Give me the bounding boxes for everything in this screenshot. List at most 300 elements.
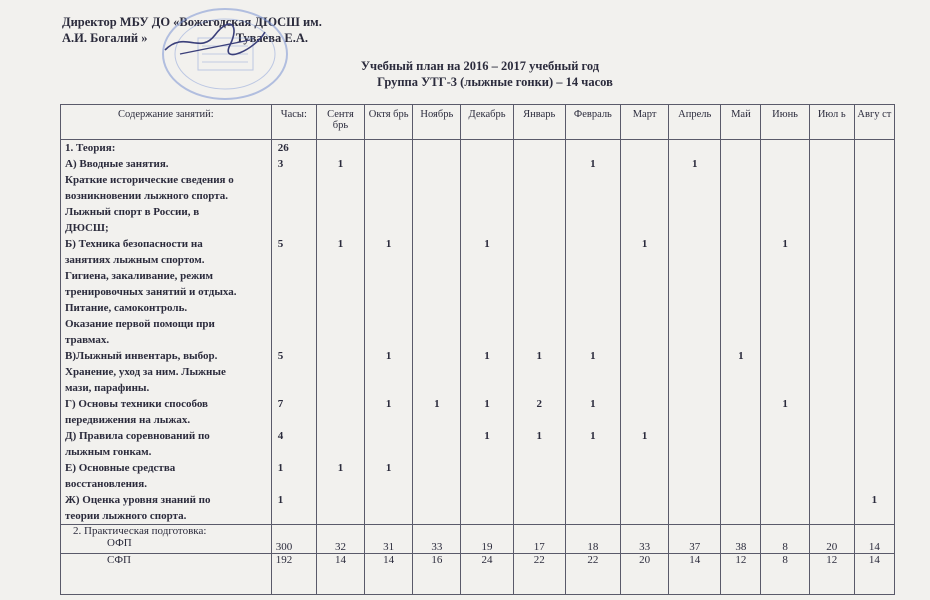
header-month: Сентя брь bbox=[316, 105, 364, 140]
month-value bbox=[761, 284, 808, 300]
month-value bbox=[365, 316, 412, 332]
month-value bbox=[721, 396, 760, 412]
month-value bbox=[855, 300, 894, 316]
month-value bbox=[514, 476, 565, 492]
month-value bbox=[461, 364, 512, 380]
theory-month-cell bbox=[461, 140, 513, 525]
month-value: 1 bbox=[385, 238, 392, 250]
sfp-month-value: 22 bbox=[565, 554, 620, 595]
month-value: 1 bbox=[337, 238, 344, 250]
month-value bbox=[810, 140, 854, 156]
month-value bbox=[317, 508, 364, 524]
month-value: 1 bbox=[484, 398, 490, 410]
title-line-1: Учебный план на 2016 – 2017 учебный год bbox=[360, 59, 600, 73]
month-value bbox=[721, 252, 760, 268]
month-value bbox=[461, 444, 512, 460]
month-value bbox=[413, 156, 460, 172]
theory-month-cell bbox=[761, 140, 809, 525]
month-value bbox=[855, 252, 894, 268]
hours-value bbox=[272, 284, 316, 300]
month-value bbox=[761, 476, 808, 492]
month-value bbox=[621, 476, 668, 492]
month-value bbox=[413, 204, 460, 220]
month-value bbox=[365, 428, 412, 444]
month-value bbox=[669, 476, 720, 492]
topic-line: Б) Техника безопасности на bbox=[65, 238, 203, 250]
header-month: Февраль bbox=[565, 105, 620, 140]
month-value bbox=[566, 460, 620, 476]
month-value bbox=[566, 444, 620, 460]
month-value bbox=[317, 380, 364, 396]
month-value bbox=[855, 348, 894, 364]
month-value bbox=[317, 252, 364, 268]
sfp-month-value: 20 bbox=[620, 554, 668, 595]
month-value bbox=[761, 444, 808, 460]
month-value bbox=[761, 140, 808, 156]
month-value bbox=[317, 172, 364, 188]
month-value: 1 bbox=[590, 158, 596, 170]
header-month: Октя брь bbox=[365, 105, 413, 140]
month-value bbox=[317, 396, 364, 412]
header-month: Авгу ст bbox=[854, 105, 894, 140]
hours-value bbox=[272, 204, 316, 220]
month-value bbox=[317, 268, 364, 284]
month-value bbox=[461, 476, 512, 492]
month-value bbox=[514, 188, 565, 204]
table-header-row bbox=[61, 105, 895, 140]
header-hours: Часы: bbox=[271, 105, 316, 140]
sfp-month-value: 14 bbox=[854, 554, 894, 595]
month-value bbox=[761, 492, 808, 508]
month-value bbox=[413, 236, 460, 252]
month-value bbox=[810, 220, 854, 236]
month-value bbox=[810, 444, 854, 460]
month-value bbox=[514, 268, 565, 284]
month-value bbox=[810, 492, 854, 508]
month-value: 1 bbox=[337, 158, 344, 170]
month-value bbox=[669, 412, 720, 428]
month-value bbox=[461, 460, 512, 476]
month-value bbox=[566, 220, 620, 236]
month-value bbox=[761, 508, 808, 524]
month-value bbox=[761, 204, 808, 220]
month-value bbox=[413, 140, 460, 156]
month-value bbox=[461, 204, 512, 220]
month-value bbox=[413, 316, 460, 332]
month-value bbox=[669, 492, 720, 508]
month-value bbox=[721, 172, 760, 188]
theory-month-cell bbox=[565, 140, 620, 525]
month-value bbox=[810, 316, 854, 332]
month-value bbox=[514, 332, 565, 348]
month-value bbox=[566, 268, 620, 284]
month-value bbox=[621, 156, 668, 172]
topic-line: Оказание первой помощи при bbox=[65, 318, 215, 330]
month-value bbox=[365, 444, 412, 460]
month-value bbox=[461, 140, 512, 156]
month-value bbox=[810, 268, 854, 284]
hours-value bbox=[272, 220, 316, 236]
month-value: 1 bbox=[871, 494, 878, 506]
month-value bbox=[761, 348, 808, 364]
month-value bbox=[669, 204, 720, 220]
month-value bbox=[566, 284, 620, 300]
theory-month-cell bbox=[365, 140, 413, 525]
month-value bbox=[514, 300, 565, 316]
month-value: 1 bbox=[782, 398, 788, 410]
month-value: 1 bbox=[385, 462, 392, 474]
topic-line: Ж) Оценка уровня знаний по bbox=[65, 494, 211, 506]
month-value bbox=[566, 300, 620, 316]
month-value bbox=[669, 508, 720, 524]
month-value bbox=[761, 460, 808, 476]
month-value bbox=[413, 476, 460, 492]
month-value bbox=[461, 252, 512, 268]
topic-line: Гигиена, закаливание, режим bbox=[65, 270, 213, 282]
month-value bbox=[810, 236, 854, 252]
month-value bbox=[669, 348, 720, 364]
month-value bbox=[855, 284, 894, 300]
header-month: Апрель bbox=[669, 105, 721, 140]
month-value bbox=[514, 140, 565, 156]
month-value bbox=[855, 140, 894, 156]
month-value bbox=[413, 492, 460, 508]
month-value bbox=[461, 188, 512, 204]
month-value bbox=[621, 284, 668, 300]
month-value bbox=[621, 492, 668, 508]
month-value bbox=[461, 300, 512, 316]
topic-line: Г) Основы техники способов bbox=[65, 398, 208, 410]
month-value bbox=[365, 508, 412, 524]
theory-month-cell bbox=[809, 140, 854, 525]
month-value bbox=[810, 396, 854, 412]
hours-value: 4 bbox=[277, 430, 284, 442]
theory-month-cell bbox=[413, 140, 461, 525]
ofp-month-value: 33 bbox=[620, 525, 668, 554]
theory-month-cell bbox=[721, 140, 761, 525]
month-value bbox=[669, 220, 720, 236]
month-value bbox=[855, 236, 894, 252]
month-value bbox=[461, 316, 512, 332]
month-value bbox=[365, 300, 412, 316]
month-value bbox=[669, 140, 720, 156]
month-value bbox=[810, 204, 854, 220]
month-value bbox=[855, 156, 894, 172]
month-value bbox=[621, 300, 668, 316]
month-value bbox=[365, 188, 412, 204]
month-value bbox=[413, 428, 460, 444]
month-value bbox=[721, 428, 760, 444]
director-org: А.И. Богалий » bbox=[62, 31, 148, 45]
month-value bbox=[810, 380, 854, 396]
ofp-month-value: 31 bbox=[365, 525, 413, 554]
sfp-month-value: 14 bbox=[316, 554, 364, 595]
month-value bbox=[721, 412, 760, 428]
month-value bbox=[721, 140, 760, 156]
month-value bbox=[761, 156, 808, 172]
month-value bbox=[317, 316, 364, 332]
month-value bbox=[566, 316, 620, 332]
month-value bbox=[317, 428, 364, 444]
ofp-month-value: 38 bbox=[721, 525, 761, 554]
month-value bbox=[669, 188, 720, 204]
topic-line: лыжным гонкам. bbox=[65, 446, 152, 458]
month-value bbox=[721, 476, 760, 492]
month-value bbox=[810, 172, 854, 188]
hours-value bbox=[272, 444, 316, 460]
ofp-month-value: 8 bbox=[761, 525, 809, 554]
month-value bbox=[317, 476, 364, 492]
month-value bbox=[669, 460, 720, 476]
month-value bbox=[566, 172, 620, 188]
month-value bbox=[566, 380, 620, 396]
month-value bbox=[621, 204, 668, 220]
month-value bbox=[621, 188, 668, 204]
sfp-month-value: 22 bbox=[513, 554, 565, 595]
month-value bbox=[810, 460, 854, 476]
topic-line: возникновении лыжного спорта. bbox=[65, 190, 228, 202]
month-value bbox=[566, 140, 620, 156]
month-value bbox=[566, 508, 620, 524]
month-value bbox=[365, 140, 412, 156]
month-value bbox=[855, 508, 894, 524]
month-value bbox=[514, 204, 565, 220]
month-value bbox=[413, 172, 460, 188]
month-value bbox=[365, 412, 412, 428]
ofp-month-value: 18 bbox=[565, 525, 620, 554]
month-value bbox=[669, 316, 720, 332]
month-value bbox=[721, 508, 760, 524]
month-value bbox=[721, 300, 760, 316]
signature bbox=[160, 20, 270, 60]
month-value bbox=[317, 204, 364, 220]
month-value bbox=[514, 316, 565, 332]
month-value bbox=[317, 364, 364, 380]
theory-month-cell bbox=[854, 140, 894, 525]
hours-value: 3 bbox=[277, 158, 284, 170]
month-value bbox=[461, 172, 512, 188]
month-value bbox=[721, 316, 760, 332]
month-value bbox=[721, 364, 760, 380]
month-value bbox=[721, 188, 760, 204]
month-value: 1 bbox=[590, 430, 596, 442]
ofp-month-value: 37 bbox=[669, 525, 721, 554]
month-value bbox=[413, 380, 460, 396]
month-value bbox=[855, 428, 894, 444]
month-value: 1 bbox=[337, 462, 344, 474]
month-value bbox=[761, 316, 808, 332]
hours-value bbox=[272, 332, 316, 348]
month-value bbox=[621, 364, 668, 380]
month-value bbox=[810, 188, 854, 204]
month-value bbox=[365, 380, 412, 396]
month-value bbox=[566, 188, 620, 204]
hours-value bbox=[272, 300, 316, 316]
month-value bbox=[365, 332, 412, 348]
month-value bbox=[855, 364, 894, 380]
ofp-month-value: 33 bbox=[413, 525, 461, 554]
month-value bbox=[413, 460, 460, 476]
ofp-month-value: 19 bbox=[461, 525, 513, 554]
theory-month-cell bbox=[316, 140, 364, 525]
topic-line: тренировочных занятий и отдыха. bbox=[65, 286, 237, 298]
month-value bbox=[461, 412, 512, 428]
topic-line: травмах. bbox=[65, 334, 110, 346]
month-value bbox=[721, 332, 760, 348]
ofp-month-value: 32 bbox=[316, 525, 364, 554]
sfp-month-value: 14 bbox=[669, 554, 721, 595]
month-value bbox=[461, 332, 512, 348]
month-value bbox=[721, 236, 760, 252]
header-month: Март bbox=[620, 105, 668, 140]
hours-value bbox=[272, 188, 316, 204]
month-value bbox=[365, 156, 412, 172]
month-value bbox=[855, 460, 894, 476]
month-value bbox=[621, 396, 668, 412]
theory-month-cell bbox=[669, 140, 721, 525]
month-value bbox=[461, 220, 512, 236]
month-value bbox=[721, 444, 760, 460]
sfp-hours: 192 bbox=[271, 554, 316, 595]
month-value: 1 bbox=[484, 350, 490, 362]
month-value bbox=[365, 364, 412, 380]
month-value bbox=[365, 284, 412, 300]
month-value bbox=[566, 332, 620, 348]
month-value bbox=[721, 156, 760, 172]
month-value bbox=[566, 492, 620, 508]
header-month: Декабрь bbox=[461, 105, 513, 140]
month-value bbox=[566, 412, 620, 428]
month-value: 1 bbox=[536, 350, 542, 362]
month-value bbox=[461, 284, 512, 300]
month-value bbox=[317, 220, 364, 236]
hours-value bbox=[272, 268, 316, 284]
hours-value bbox=[272, 508, 316, 524]
month-value bbox=[317, 348, 364, 364]
theory-row bbox=[61, 140, 895, 525]
month-value bbox=[621, 252, 668, 268]
month-value: 2 bbox=[536, 398, 542, 410]
topic-line: 1. Теория: bbox=[65, 142, 116, 154]
month-value bbox=[721, 380, 760, 396]
month-value bbox=[413, 364, 460, 380]
month-value bbox=[365, 268, 412, 284]
hours-value: 7 bbox=[277, 398, 284, 410]
month-value: 1 bbox=[385, 350, 392, 362]
month-value bbox=[514, 364, 565, 380]
month-value bbox=[761, 252, 808, 268]
month-value bbox=[413, 332, 460, 348]
month-value bbox=[721, 284, 760, 300]
hours-value bbox=[272, 380, 316, 396]
month-value bbox=[514, 172, 565, 188]
month-value bbox=[566, 364, 620, 380]
hours-value: 5 bbox=[277, 238, 284, 250]
sfp-month-value: 12 bbox=[721, 554, 761, 595]
header-month: Июл ь bbox=[809, 105, 854, 140]
month-value bbox=[855, 188, 894, 204]
month-value bbox=[514, 492, 565, 508]
month-value bbox=[669, 252, 720, 268]
month-value: 1 bbox=[434, 398, 440, 410]
month-value bbox=[761, 300, 808, 316]
month-value bbox=[566, 204, 620, 220]
month-value bbox=[621, 460, 668, 476]
month-value: 1 bbox=[484, 238, 490, 250]
month-value bbox=[621, 316, 668, 332]
practice-title: 2. Практическая подготовка: ОФП bbox=[61, 525, 272, 554]
month-value bbox=[761, 364, 808, 380]
plan-title bbox=[0, 58, 930, 90]
sfp-month-value: 14 bbox=[365, 554, 413, 595]
month-value bbox=[317, 140, 364, 156]
month-value bbox=[365, 252, 412, 268]
header-month: Июнь bbox=[761, 105, 809, 140]
month-value bbox=[810, 332, 854, 348]
month-value bbox=[810, 348, 854, 364]
header-content: Содержание занятий: bbox=[61, 105, 272, 140]
month-value bbox=[855, 380, 894, 396]
month-value bbox=[514, 252, 565, 268]
month-value bbox=[621, 412, 668, 428]
month-value bbox=[514, 284, 565, 300]
sfp-month-value: 8 bbox=[761, 554, 809, 595]
month-value bbox=[514, 444, 565, 460]
sfp-month-value: 16 bbox=[413, 554, 461, 595]
month-value bbox=[810, 476, 854, 492]
ofp-label: ОФП bbox=[107, 537, 132, 549]
month-value bbox=[810, 300, 854, 316]
month-value bbox=[413, 268, 460, 284]
topic-line: Д) Правила соревнований по bbox=[65, 430, 210, 442]
month-value bbox=[514, 380, 565, 396]
title-line-2: Группа УТГ-3 (лыжные гонки) – 14 часов bbox=[377, 75, 613, 89]
month-value bbox=[810, 252, 854, 268]
month-value bbox=[761, 380, 808, 396]
topic-line: занятиях лыжным спортом. bbox=[65, 254, 205, 266]
month-value bbox=[669, 284, 720, 300]
month-value bbox=[855, 220, 894, 236]
month-value bbox=[413, 188, 460, 204]
month-value bbox=[761, 428, 808, 444]
sfp-month-value: 24 bbox=[461, 554, 513, 595]
month-value: 1 bbox=[738, 350, 744, 362]
month-value bbox=[761, 412, 808, 428]
month-value bbox=[669, 364, 720, 380]
month-value bbox=[317, 444, 364, 460]
director-name: Туваева Е.А. bbox=[235, 31, 308, 45]
month-value bbox=[810, 284, 854, 300]
month-value bbox=[413, 252, 460, 268]
month-value bbox=[621, 380, 668, 396]
director-line-1: Директор МБУ ДО «Вожегодская ДЮСШ им. bbox=[62, 15, 322, 29]
topic-line: Е) Основные средства bbox=[65, 462, 176, 474]
theory-hours bbox=[271, 140, 316, 525]
month-value bbox=[621, 508, 668, 524]
month-value bbox=[621, 348, 668, 364]
month-value bbox=[365, 476, 412, 492]
month-value bbox=[855, 332, 894, 348]
month-value bbox=[621, 220, 668, 236]
theory-topics bbox=[61, 140, 272, 525]
topic-line: восстановления. bbox=[65, 478, 147, 490]
month-value bbox=[621, 444, 668, 460]
month-value bbox=[365, 492, 412, 508]
month-value: 1 bbox=[692, 158, 698, 170]
theory-month-cell bbox=[620, 140, 668, 525]
hours-value bbox=[272, 364, 316, 380]
month-value bbox=[413, 348, 460, 364]
